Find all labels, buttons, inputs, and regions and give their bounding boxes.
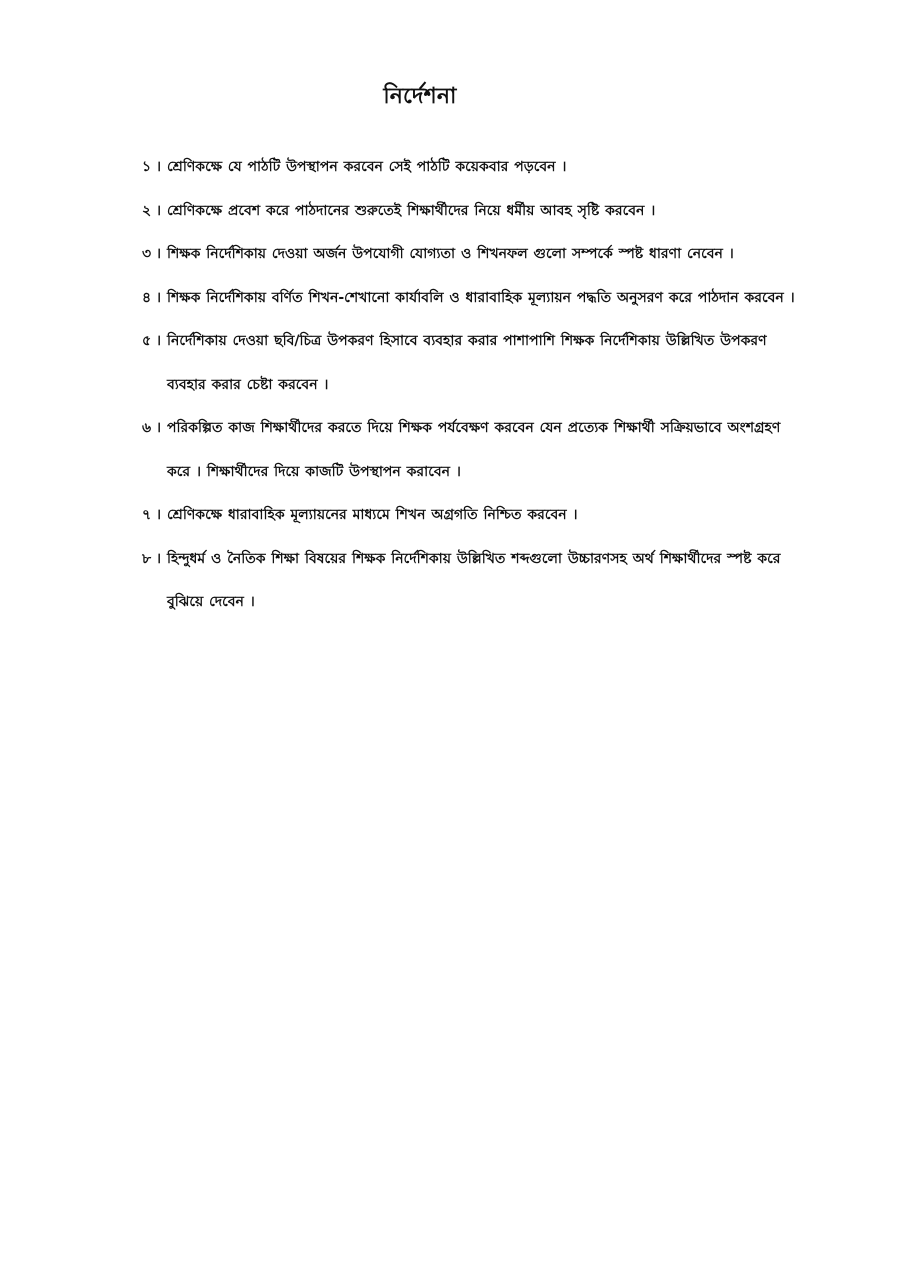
instruction-item-1 xyxy=(142,146,802,190)
item-number: ৫ । xyxy=(142,333,161,349)
instruction-item-6 xyxy=(142,407,802,494)
item-number: ৮ । xyxy=(142,550,161,567)
instruction-item-3 xyxy=(142,233,802,277)
instruction-item-5 xyxy=(142,320,802,407)
item-number: ২ । xyxy=(142,202,161,219)
item-text: নির্দেশিকায় দেওয়া ছবি/চিত্র উপকরণ হিসাবে ব্যবহার করার পাশাপাশি শিক্ষক নির্দেশিকায় উল্লিখিত উপকরণ ব্যবহার করার চেষ্টা করবেন । xyxy=(166,333,767,393)
instruction-item-4 xyxy=(142,277,802,321)
item-text: শিক্ষক নির্দেশিকায় বর্ণিত শিখন-শেখানো কার্যাবলি ও ধারাবাহিক মূল্যায়ন পদ্ধতি অনুসরণ করে পাঠদান করবেন । xyxy=(166,289,795,306)
item-number: ১ । xyxy=(142,159,161,175)
item-number: ৬ । xyxy=(142,420,161,436)
item-text: পরিকল্পিত কাজ শিক্ষার্থীদের করতে দিয়ে শিক্ষক পর্যবেক্ষণ করবেন যেন প্রত্যেক শিক্ষার্থী সক্রিয়ভাবে অংশগ্রহণ করে । শিক্ষার্থীদের দিয়ে কাজটি উপস্থাপন করাবেন । xyxy=(166,420,781,480)
instruction-item-8 xyxy=(142,538,802,625)
instruction-item-7 xyxy=(142,494,802,538)
item-number: ৩ । xyxy=(142,246,161,262)
item-text: শ্রেণিকক্ষে প্রবেশ করে পাঠদানের শুরুতেই শিক্ষার্থীদের নিয়ে ধর্মীয় আবহ সৃষ্টি করবেন । xyxy=(166,202,656,219)
item-text: শ্রেণিকক্ষে যে পাঠটি উপস্থাপন করবেন সেই পাঠটি কয়েকবার পড়বেন । xyxy=(166,159,567,175)
item-number: ৭ । xyxy=(142,507,161,523)
item-text: শিক্ষক নির্দেশিকায় দেওয়া অর্জন উপযোগী যোগ্যতা ও শিখনফল গুলো সম্পর্কে স্পষ্ট ধারণা নেবেন । xyxy=(166,246,734,262)
instruction-item-2 xyxy=(142,190,802,234)
item-text: হিন্দুধর্ম ও নৈতিক শিক্ষা বিষয়ের শিক্ষক নির্দেশিকায় উল্লিখিত শব্দগুলো উচ্চারণসহ অর্থ শিক্ষার্থীদের স্পষ্ট করে বুঝিয়ে দেবেন । xyxy=(166,550,781,610)
page-title: নির্দেশনা xyxy=(383,84,457,109)
item-text: শ্রেণিকক্ষে ধারাবাহিক মূল্যায়নের মাধ্যমে শিখন অগ্রগতি নিশ্চিত করবেন । xyxy=(166,507,578,523)
item-number: ৪ । xyxy=(142,289,161,306)
instruction-list xyxy=(142,146,802,625)
